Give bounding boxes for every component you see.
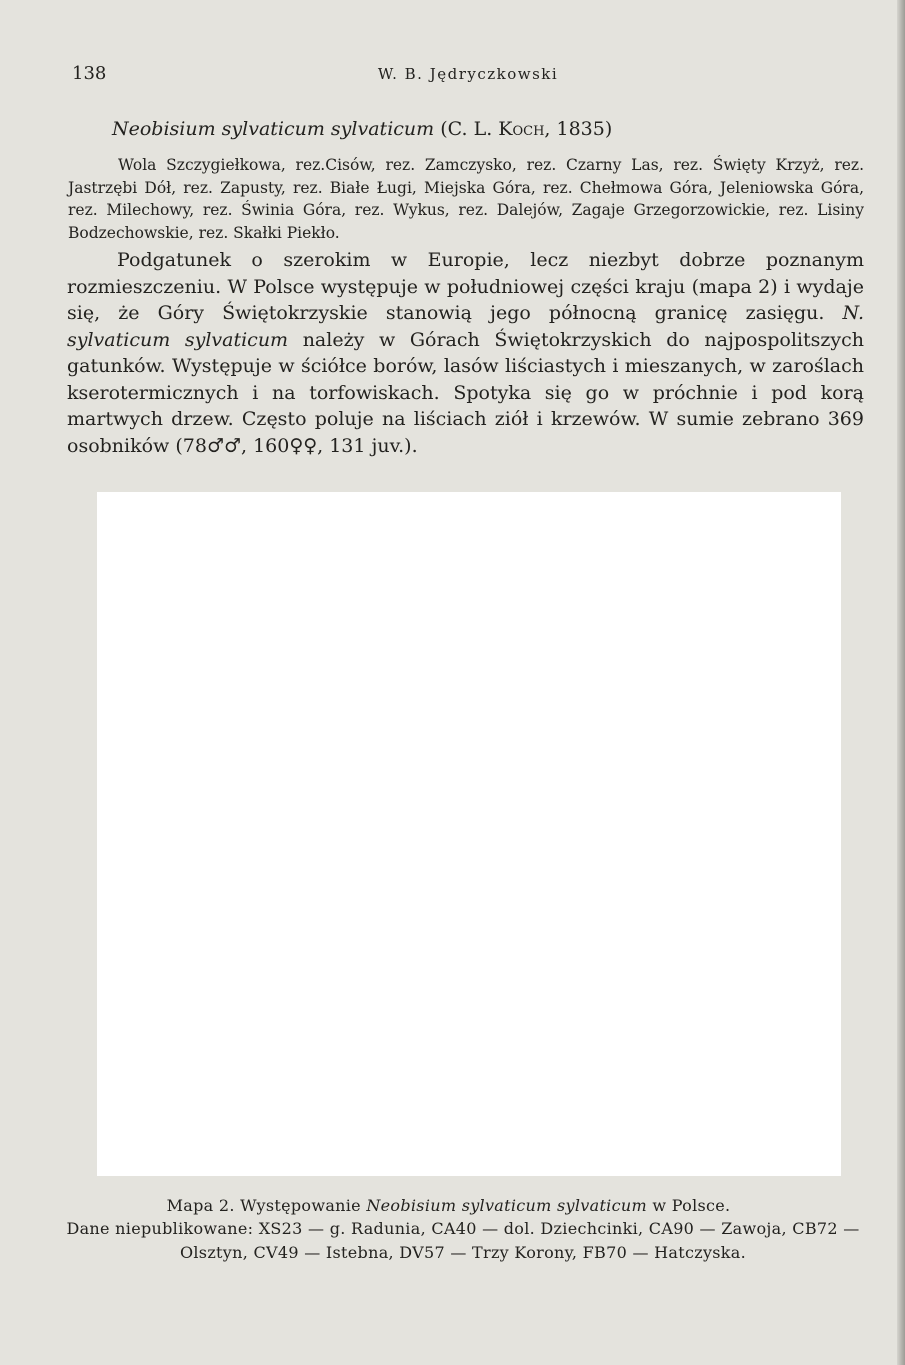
- species-author-open: (C. L.: [440, 118, 499, 140]
- body-text-part2: należy w Górach Świętokrzyskich do najpospolitszych gatunków. Występuje w ściółce borów, lasów liściastych i mieszanych, w zaroślach kserotermicznych i na torfowiskach. Spotyka się go w próchnie i pod korą martwych drzew. Często poluje na liściach ziół i krzewów. W sumie zebrano 369 osobników (78♂♂, 160♀♀, 131 juv.).: [67, 328, 864, 457]
- scan-edge-shadow: [897, 0, 905, 1365]
- map-figure-area: [97, 492, 841, 1176]
- species-author-close: , 1835): [544, 118, 613, 140]
- body-text-part1: Podgatunek o szerokim w Europie, lecz niezbyt dobrze poznanym rozmieszczeniu. W Polsce występuje w południowej części kraju (mapa 2) i wydaje się, że Góry Świętokrzyskie stanowią jego północną granicę zasięgu.: [67, 249, 864, 324]
- body-paragraph: [67, 247, 864, 459]
- body-species-abbrev: N. sylvaticum sylvaticum: [67, 302, 864, 351]
- map-caption-title: [0, 1196, 897, 1215]
- species-heading: [112, 118, 612, 140]
- page-number: 138: [72, 63, 107, 84]
- species-author-name: Koch: [498, 118, 545, 140]
- caption-species: Neobisium sylvaticum sylvaticum: [366, 1196, 647, 1215]
- running-header: [72, 63, 864, 87]
- caption-suffix: w Polsce.: [646, 1196, 731, 1215]
- localities-paragraph: Wola Szczygiełkowa, rez.Cisów, rez. Zamczysko, rez. Czarny Las, rez. Święty Krzyż, rez. Jastrzębi Dół, rez. Zapusty, rez. Białe Ługi, Miejska Góra, rez. Chełmowa Góra, Jeleniowska Góra, rez. Milechowy, rez. Świnia Góra, rez. Wykus, rez. Dalejów, Zagaje Grzegorzowickie, rez. Lisiny Bodzechowskie, rez. Skałki Piekło.: [68, 156, 864, 242]
- running-author: W. B. Jędryczkowski: [377, 65, 559, 83]
- caption-prefix: Mapa 2. Występowanie: [166, 1196, 367, 1215]
- map-caption-data: Dane niepublikowane: XS23 — g. Radunia, CA40 — dol. Dziechcinki, CA90 — Zawoja, CB72 — Olsztyn, CV49 — Istebna, DV57 — Trzy Korony, FB70 — Hatczyska.: [66, 1219, 860, 1262]
- species-name: Neobisium sylvaticum sylvaticum: [112, 118, 435, 140]
